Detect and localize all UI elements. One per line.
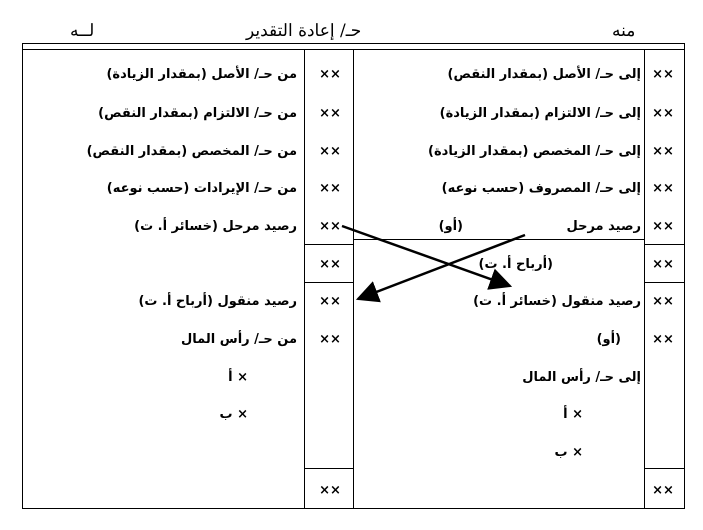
debit-row-6: (أرباح أ. ت) bbox=[478, 257, 553, 272]
credit-amount-5: ×× bbox=[319, 219, 341, 234]
debit-row-1: إلى حـ/ الأصل (بمقدار النقص) bbox=[447, 67, 641, 82]
credit-amount-8: ×× bbox=[319, 332, 341, 347]
credit-row-1: من حـ/ الأصل (بمقدار الزيادة) bbox=[106, 67, 297, 82]
debit-amount-4: ×× bbox=[652, 181, 674, 196]
credit-amount-4: ×× bbox=[319, 181, 341, 196]
credit-row-7: من حـ/ رأس المال bbox=[181, 332, 297, 347]
debit-amount-5: ×× bbox=[652, 219, 674, 234]
debit-row-2: إلى حـ/ الالتزام (بمقدار الزيادة) bbox=[439, 106, 641, 121]
credit-amount-2: ×× bbox=[319, 106, 341, 121]
credit-side-title: لــه bbox=[70, 21, 95, 41]
debit-row-5-or: (أو) bbox=[438, 219, 463, 234]
debit-amount-3: ×× bbox=[652, 144, 674, 159]
credit-row-2: من حـ/ الالتزام (بمقدار النقص) bbox=[98, 106, 297, 121]
debit-row-3: إلى حـ/ المخصص (بمقدار الزيادة) bbox=[428, 144, 641, 159]
debit-amount-1: ×× bbox=[652, 67, 674, 82]
credit-row-3: من حـ/ المخصص (بمقدار النقص) bbox=[86, 144, 297, 159]
debit-side-title: منه bbox=[612, 21, 636, 41]
debit-row-10: × أ bbox=[563, 407, 583, 422]
debit-amount-8: ×× bbox=[652, 332, 674, 347]
debit-row-5: رصيد مرحل bbox=[566, 219, 641, 234]
credit-amount-6: ×× bbox=[319, 257, 341, 272]
debit-row-8: (أو) bbox=[596, 332, 621, 347]
debit-row-9: إلى حـ/ رأس المال bbox=[522, 370, 641, 385]
debit-row-11: × ب bbox=[554, 445, 583, 460]
credit-amount-7: ×× bbox=[319, 294, 341, 309]
credit-amount-3: ×× bbox=[319, 144, 341, 159]
debit-row-7: رصيد منقول (خسائر أ. ت) bbox=[473, 294, 641, 309]
credit-row-6: رصيد منقول (أرباح أ. ت) bbox=[138, 294, 297, 309]
credit-amount-1: ×× bbox=[319, 67, 341, 82]
debit-amount-2: ×× bbox=[652, 106, 674, 121]
credit-row-9: × ب bbox=[219, 407, 248, 422]
account-title: حـ/ إعادة التقدير bbox=[246, 21, 362, 41]
debit-row-4: إلى حـ/ المصروف (حسب نوعه) bbox=[441, 181, 641, 196]
credit-row-5: رصيد مرحل (خسائر أ. ت) bbox=[134, 219, 297, 234]
credit-amount-total: ×× bbox=[319, 483, 341, 498]
debit-amount-7: ×× bbox=[652, 294, 674, 309]
credit-row-4: من حـ/ الإيرادات (حسب نوعه) bbox=[106, 181, 297, 196]
debit-amount-total: ×× bbox=[652, 483, 674, 498]
credit-row-8: × أ bbox=[228, 370, 248, 385]
debit-amount-6: ×× bbox=[652, 257, 674, 272]
